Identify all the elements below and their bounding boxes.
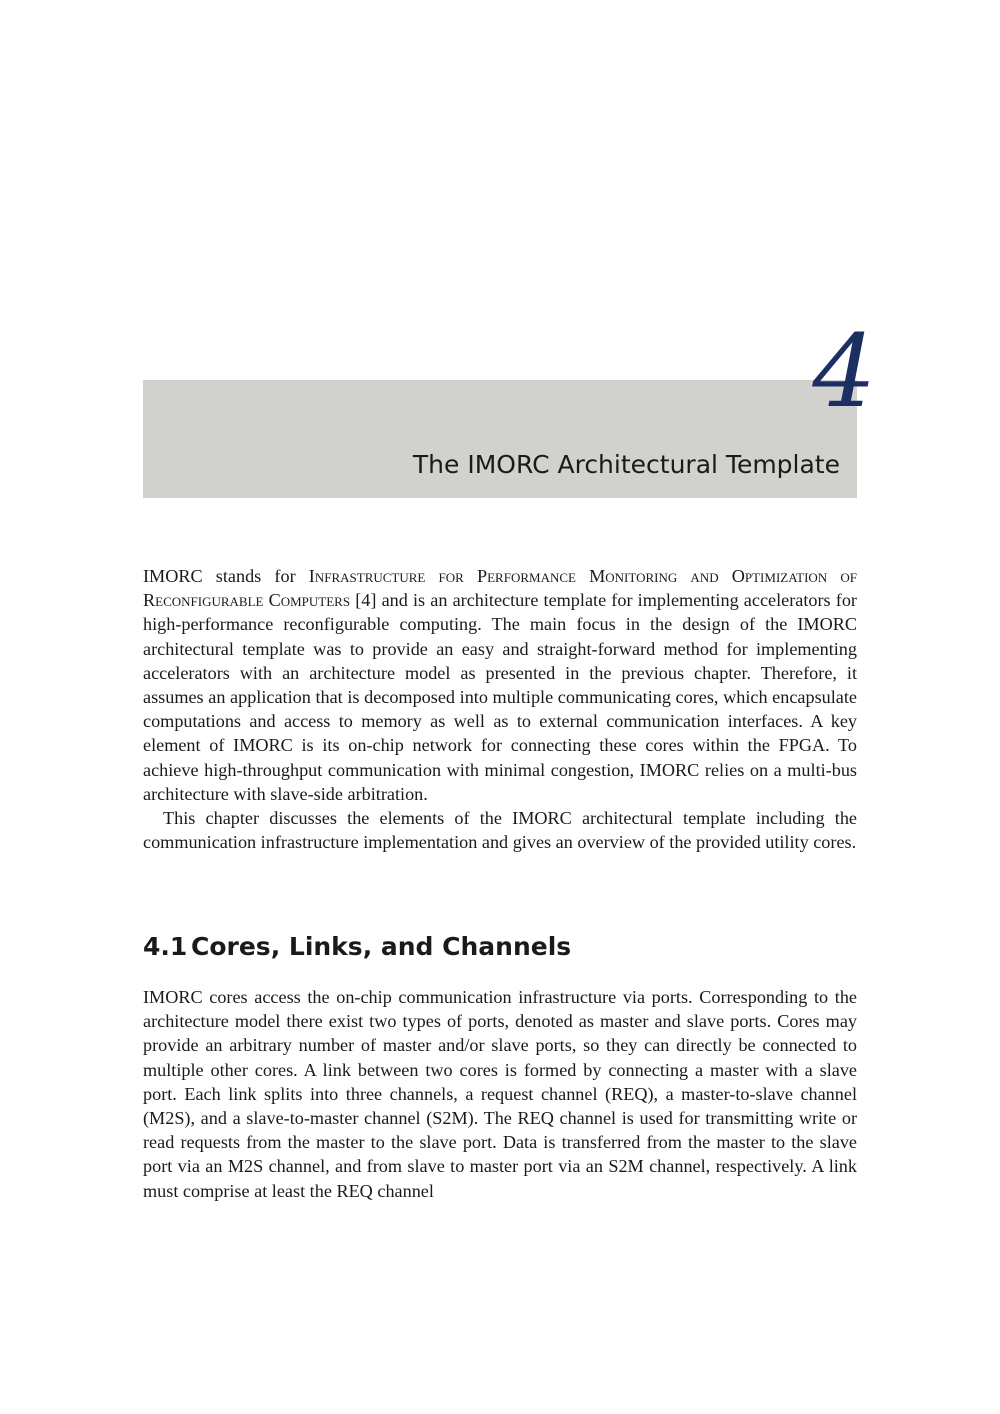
- intro-paragraph-2: This chapter discusses the elements of the IMORC architectural template including the communication infrastructure implementation and gives an overview of the provided utility cores.: [143, 808, 857, 853]
- section-body: [143, 985, 857, 1203]
- intro-paragraph-1: [143, 564, 857, 806]
- intro-lead: IMORC stands for: [143, 566, 309, 586]
- section-heading: [143, 930, 571, 964]
- intro-text: [4] and is an architecture template for implementing accelerators for high-performance reconfigurable computing. The main focus in the design of the IMORC architectural template was to provide an easy and straight-forward method for implementing accelerators with an architecture model as presented in the previous chapter. Therefore, it assumes an application that is decomposed into multiple communicating cores, which encapsulate computations and access to memory as well as to external communication interfaces. A key element of IMORC is its on-chip network for connecting these cores within the FPGA. To achieve high-throughput communication with minimal congestion, IMORC relies on a multi-bus architecture with slave-side arbitration.: [143, 590, 857, 804]
- section-paragraph-1: IMORC cores access the on-chip communication infrastructure via ports. Corresponding to the architecture model there exist two types of ports, denoted as master and slave ports. Cores may provide an arbitrary number of master and/or slave ports, so they can directly be connected to multiple other cores. A link between two cores is formed by connecting a master with a slave port. Each link splits into three channels, a request channel (REQ), a master-to-slave channel (M2S), and a slave-to-master channel (S2M). The REQ channel is used for transmitting write or read requests from the master to the slave port. Data is transferred from the master to the slave port via an M2S channel, and from slave to master port via an S2M channel, respectively. A link must comprise at least the REQ channel: [143, 987, 857, 1201]
- chapter-number: 4: [812, 313, 876, 430]
- section-number: 4.1: [143, 932, 188, 961]
- chapter-intro: [143, 564, 857, 854]
- section-title: Cores, Links, and Channels: [191, 932, 572, 961]
- chapter-title: The IMORC Architectural Template: [412, 450, 840, 479]
- imorc-expansion: Infrastructure for Performance Monitoring and Optimization of Reconfigurable Computers: [143, 566, 857, 611]
